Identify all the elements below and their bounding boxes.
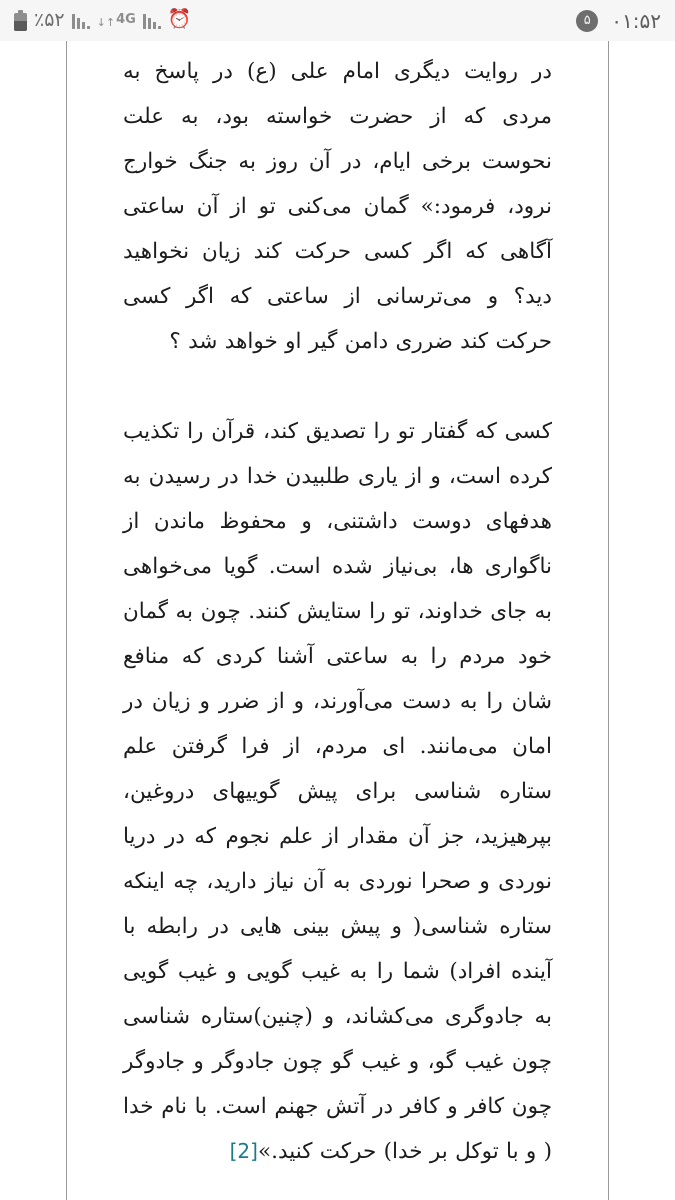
page-frame-line-right: [608, 41, 609, 1200]
alarm-clock-icon: ⏰: [167, 8, 192, 30]
status-bar-right-group: [576, 10, 661, 32]
battery-icon: [14, 10, 27, 31]
footnote-reference-link[interactable]: [2]: [229, 1139, 258, 1163]
signal-bars-icon-secondary: [143, 12, 161, 29]
paragraph-1: در روایت دیگری امام علی (ع) در پاسخ به مردی که از حضرت خواسته بود، به علت نحوست برخی ایام، در آن روز به جنگ خوارج نرود، فرمود:» گمان می‌کنی تو از آن ساعتی آگاهی که اگر کسی حرکت کند زیان نخواهید دید؟ و می‌ترسانی از ساعتی که اگر کسی حرکت کند ضرری دامن گیر او خواهد شد ؟: [123, 59, 552, 354]
data-transfer-arrows-icon: ↓↑: [96, 15, 116, 29]
reader-text-column: [67, 41, 608, 1200]
reader-page: [0, 41, 675, 1200]
status-bar: [0, 0, 675, 41]
battery-percent-label: ٪۵۲: [34, 9, 65, 31]
paragraph-2-body: کسی که گفتار تو را تصدیق کند، قرآن را تکذیب کرده است، و از یاری طلبیدن خدا در رسیدن به هدفهای دوست داشتنی، و محفوظ ماندن از ناگواری ها، بی‌نیاز شده است. گویا می‌خواهی به جای خداوند، تو را ستایش کنند. چون به گمان خود مردم را به ساعتی آشنا کردی که منافع شان را به دست می‌آورند، و از ضرر و زیان در امان می‌مانند. ای مردم، از فرا گرفتن علم ستاره شناسی برای پیش گوییهای دروغین، بپرهیزید، جز آن مقدار از علم نجوم که در دریا نوردی و صحرا نوردی به آن نیاز دارید، چه اینکه ستاره شناسی( و پیش بینی هایی در رابطه با آینده افراد) شما را به غیب گویی و غیب گویی به جادوگری می‌کشاند، و (چنین)ستاره شناسی چون غیب گو، و غیب گو چون جادوگر و جادوگر چون کافر و کافر در آتش جهنم است. با نام خدا ( و با توکل بر خدا) حرکت کنید.»: [123, 419, 552, 1164]
network-generation-label: 4G: [116, 12, 136, 27]
status-bar-left-group: [14, 10, 191, 31]
clock-time-label: ۰۱:۵۲: [611, 8, 661, 33]
network-type-icon: [97, 13, 136, 28]
notification-badge: ۵: [576, 10, 598, 32]
signal-bars-icon: [72, 12, 90, 29]
paragraph-2: [123, 409, 552, 1174]
